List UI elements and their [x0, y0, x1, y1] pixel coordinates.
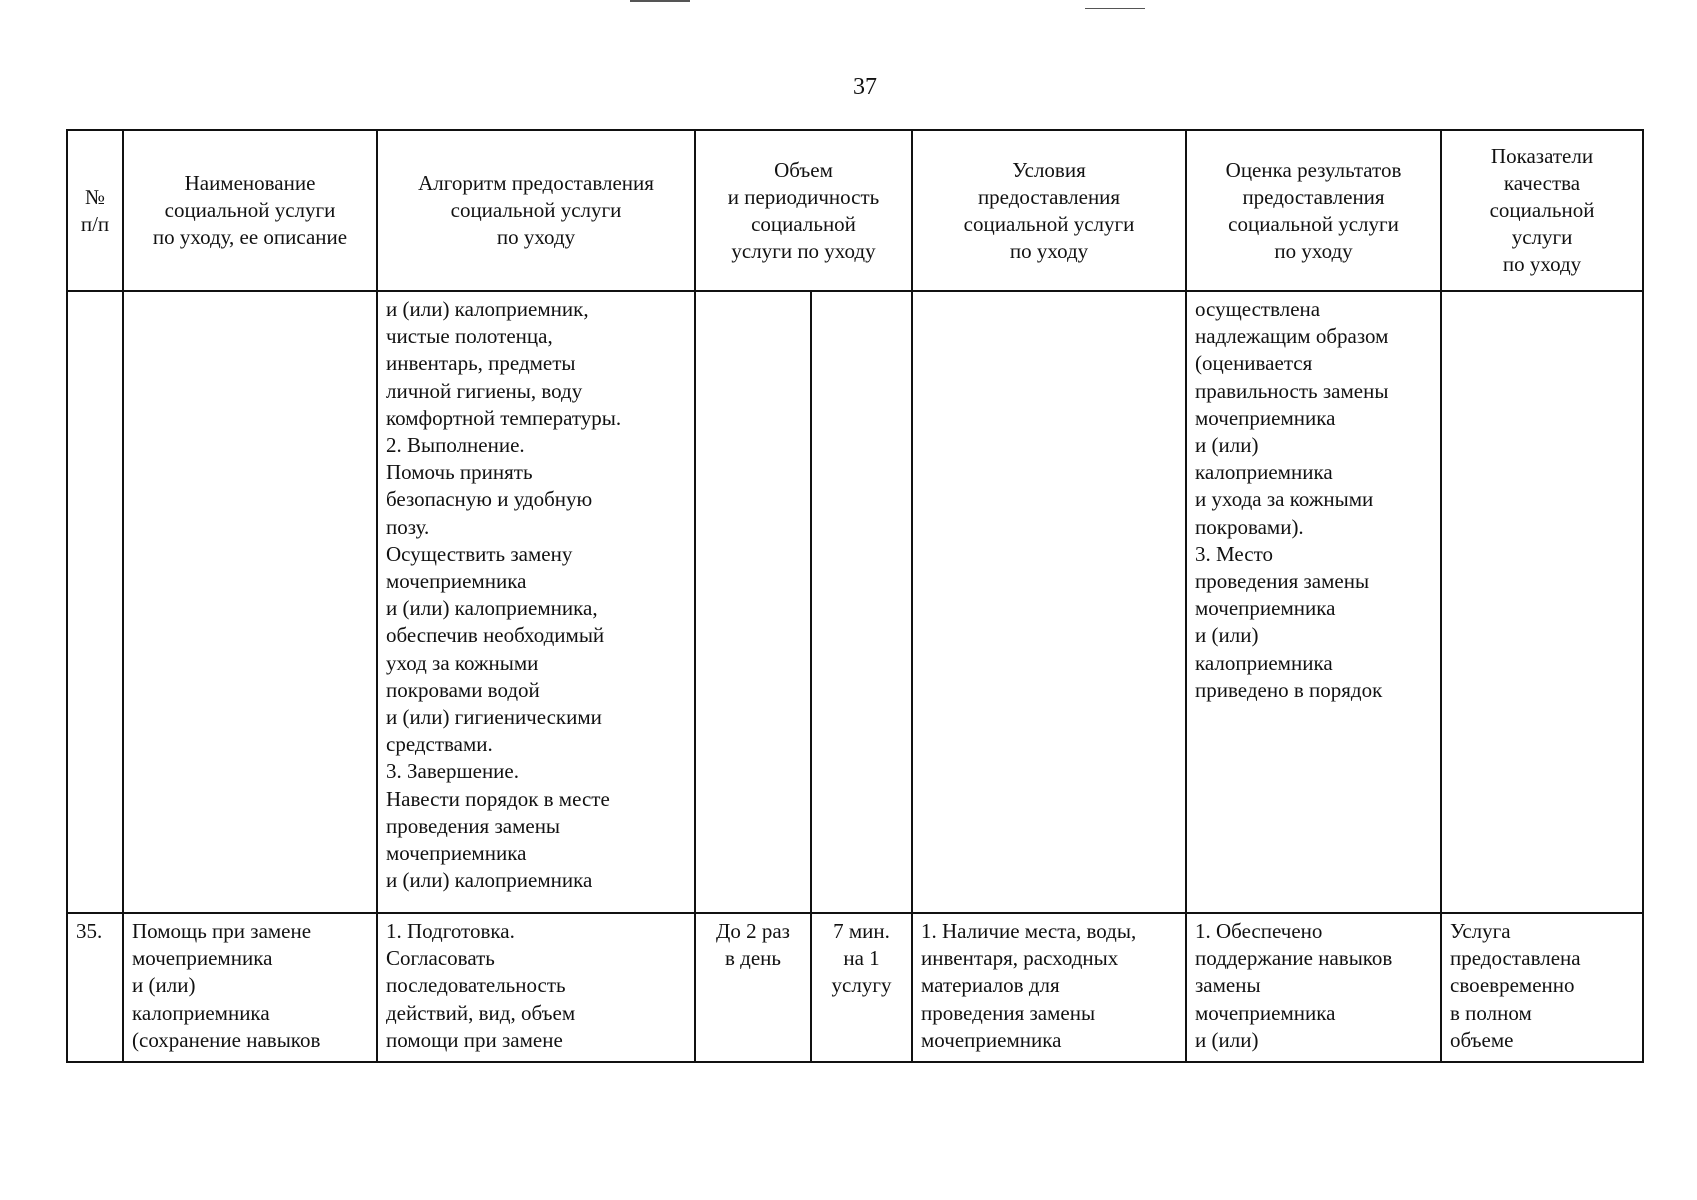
- cell-conditions: 1. Наличие места, воды, инвентаря, расходных материалов для проведения замены мочеприемника: [912, 913, 1186, 1062]
- cell-volume: [695, 291, 811, 913]
- cell-volume: До 2 раз в день: [695, 913, 811, 1062]
- table-row-continuation: [67, 291, 1643, 913]
- header-evaluation: Оценка результатов предоставления социальной услуги по уходу: [1186, 130, 1441, 291]
- header-conditions: Условия предоставления социальной услуги по уходу: [912, 130, 1186, 291]
- header-num: № п/п: [67, 130, 123, 291]
- cell-service-name: Помощь при замене мочеприемника и (или) калоприемника (сохранение навыков: [123, 913, 377, 1062]
- header-service-name: Наименование социальной услуги по уходу, ее описание: [123, 130, 377, 291]
- cell-conditions: [912, 291, 1186, 913]
- header-quality: Показатели качества социальной услуги по уходу: [1441, 130, 1643, 291]
- header-algorithm: Алгоритм предоставления социальной услуги по уходу: [377, 130, 695, 291]
- cell-algorithm: и (или) калоприемник, чистые полотенца, инвентарь, предметы личной гигиены, воду комфортной температуры. 2. Выполнение. Помочь принять безопасную и удобную позу. Осуществить замену мочеприемника и (или) калоприемника, обеспечив необходимый уход за кожными покровами водой и (или) гигиеническими средствами. 3. Завершение. Навести порядок в месте проведения замены мочеприемника и (или) калоприемника: [377, 291, 695, 913]
- cell-periodicity: [811, 291, 912, 913]
- cell-periodicity: 7 мин. на 1 услугу: [811, 913, 912, 1062]
- social-services-table: [66, 129, 1644, 1063]
- table-row-35: [67, 913, 1643, 1062]
- cell-service-name: [123, 291, 377, 913]
- table-header-row: [67, 130, 1643, 291]
- cell-quality: Услуга предоставлена своевременно в полном объеме: [1441, 913, 1643, 1062]
- cell-num: 35.: [67, 913, 123, 1062]
- cell-evaluation: 1. Обеспечено поддержание навыков замены мочеприемника и (или): [1186, 913, 1441, 1062]
- cell-num: [67, 291, 123, 913]
- cell-evaluation: осуществлена надлежащим образом (оценивается правильность замены мочеприемника и (или) калоприемника и ухода за кожными покровами). 3. Место проведения замены мочеприемника и (или) калоприемника приведено в порядок: [1186, 291, 1441, 913]
- scan-artifact-top-left: [630, 0, 690, 2]
- cell-algorithm: 1. Подготовка. Согласовать последовательность действий, вид, объем помощи при замене: [377, 913, 695, 1062]
- cell-quality: [1441, 291, 1643, 913]
- header-volume-periodicity: Объем и периодичность социальной услуги по уходу: [695, 130, 912, 291]
- page-number: 37: [853, 74, 877, 100]
- scan-artifact-top-right: [1085, 8, 1145, 9]
